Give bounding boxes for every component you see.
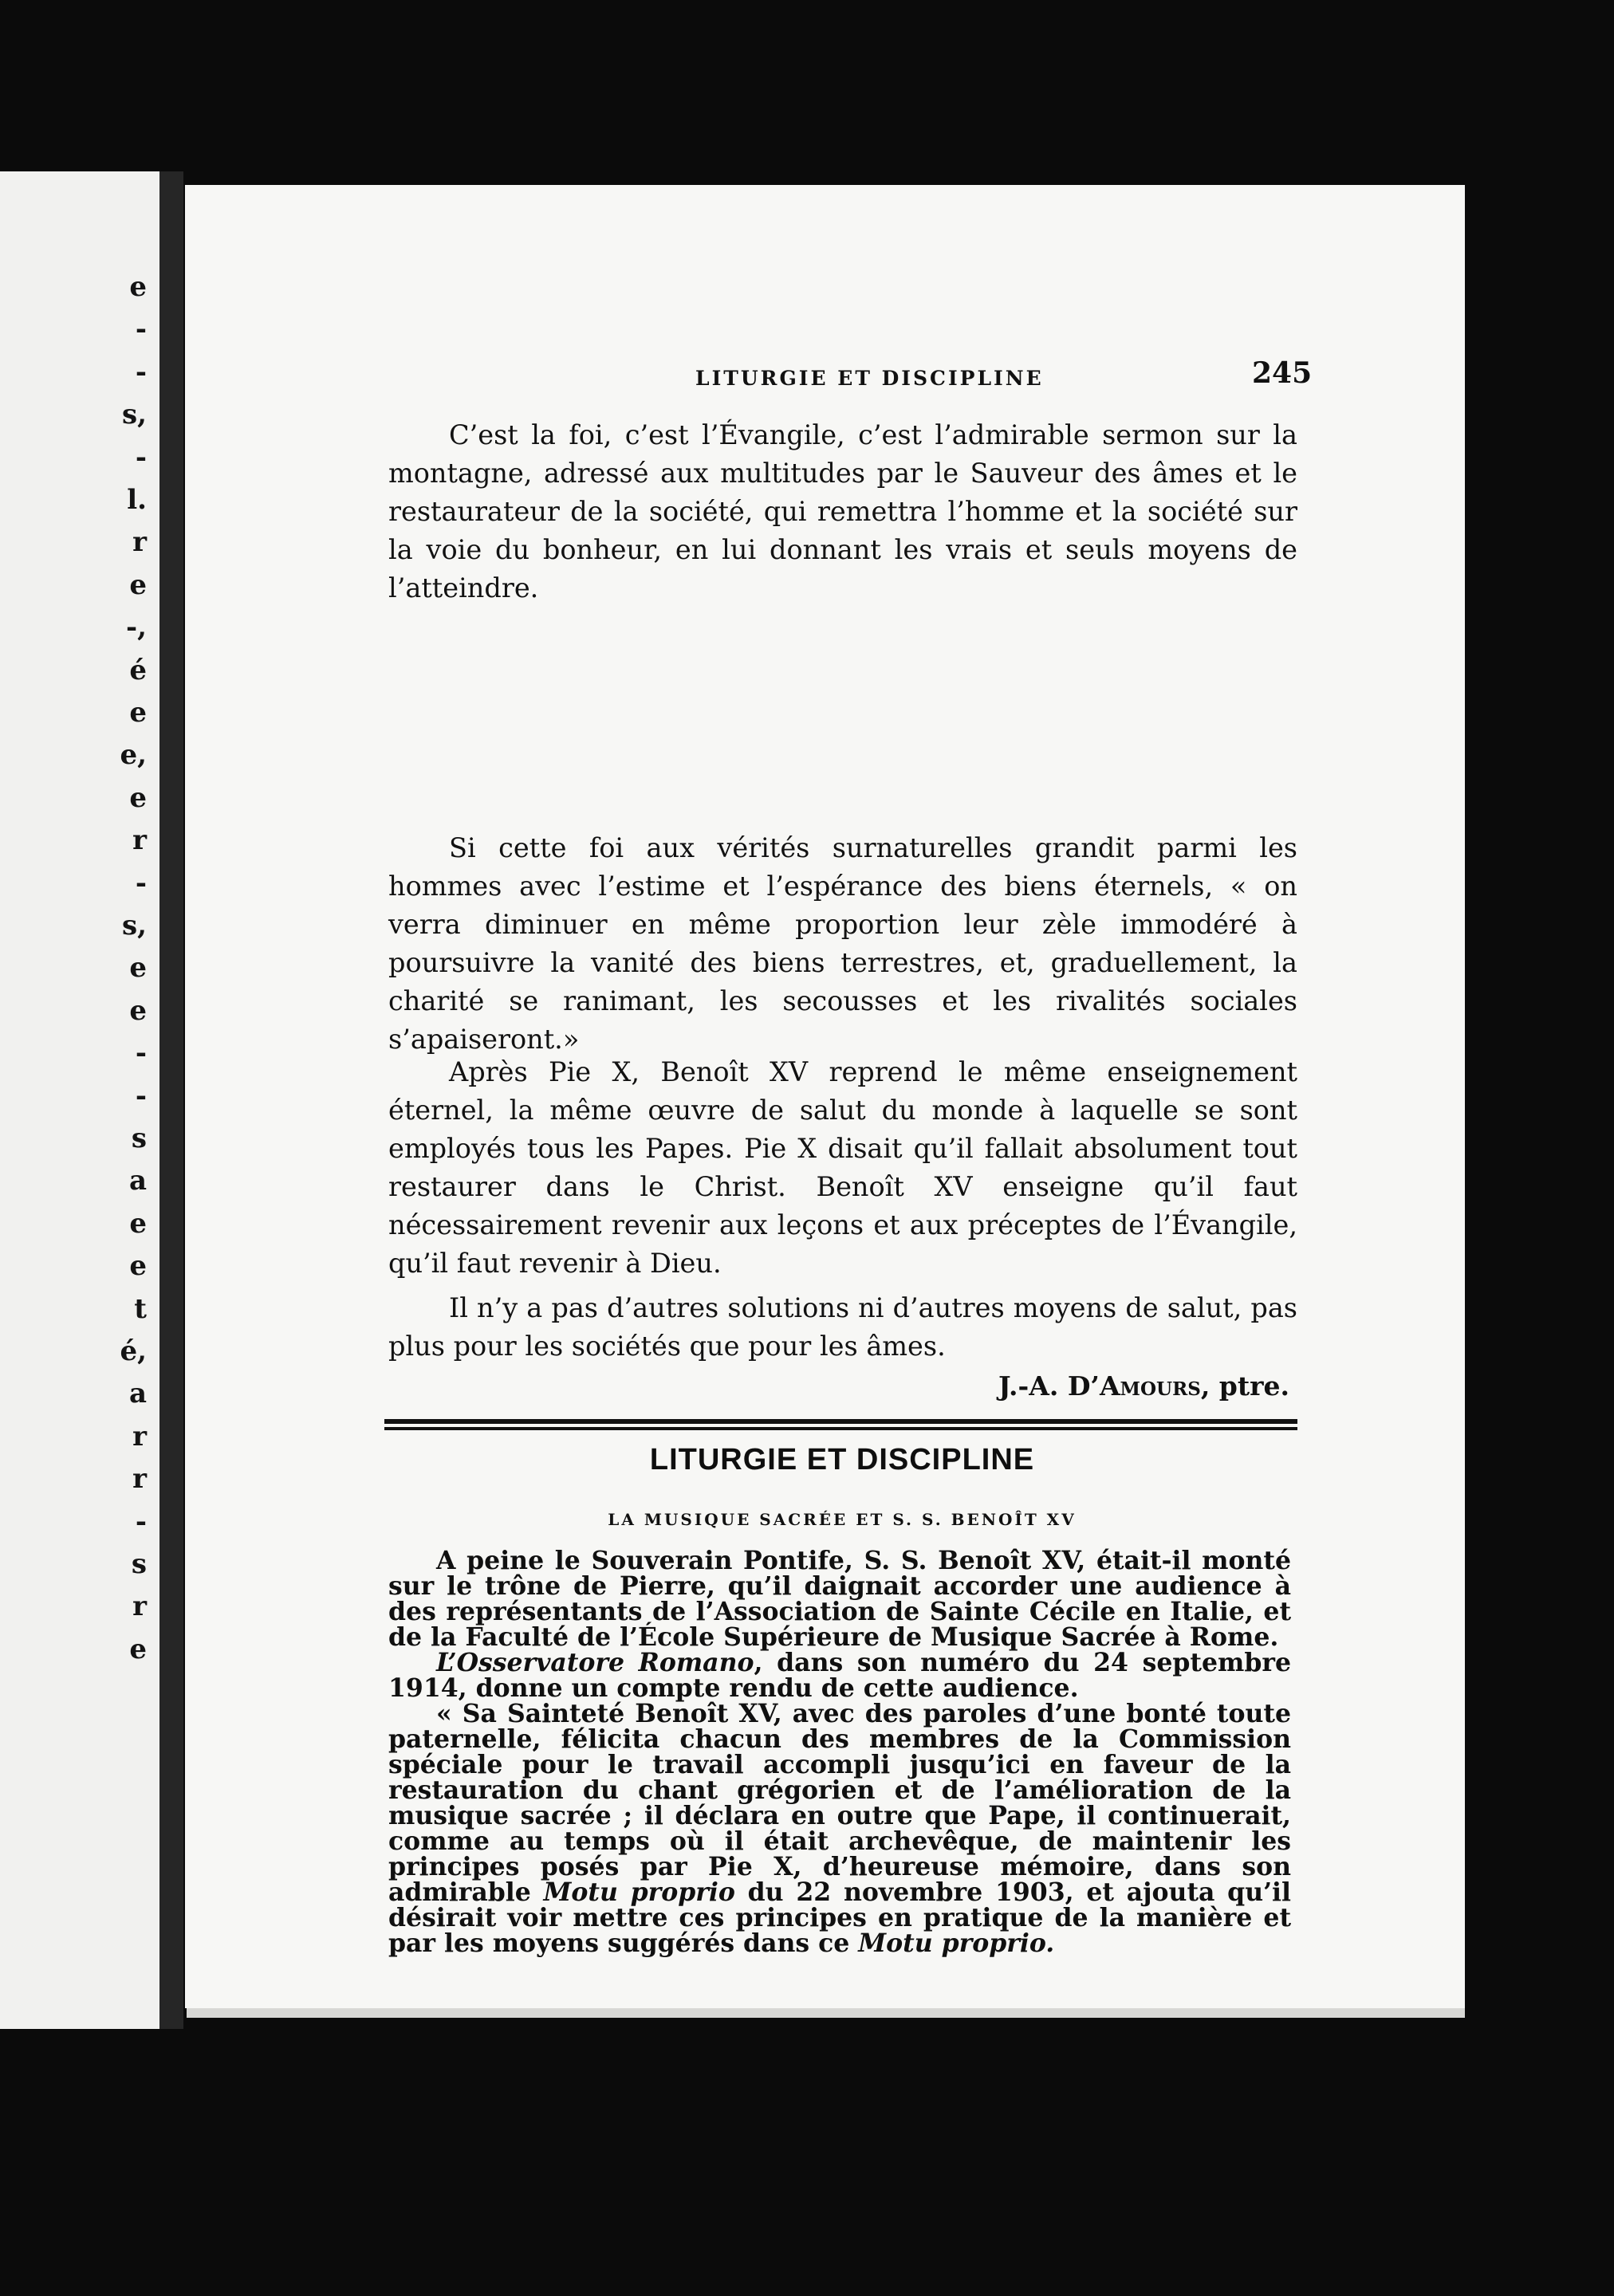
left-page-fragment-char: t [134, 1292, 147, 1325]
section-title: LITURGIE ET DISCIPLINE [649, 1443, 1035, 1476]
left-page-fragment-char: - [135, 313, 147, 346]
page-number: 245 [1252, 356, 1313, 390]
left-page-fragment-char: - [135, 867, 147, 899]
section-subtitle: LA MUSIQUE SACRÉE ET S. S. BENOÎT XV [608, 1510, 1077, 1529]
left-page-fragment-char: s, [122, 399, 147, 431]
left-page-fragment-char: -, [126, 611, 147, 644]
signature-initials: J.-A. D’ [998, 1370, 1100, 1402]
left-page-fragment-char: e [129, 1633, 147, 1665]
paragraph [388, 1289, 1297, 1366]
previous-page-fragment [0, 171, 159, 2029]
left-page-fragment-char: r [132, 1463, 147, 1496]
left-page-fragment-char: r [132, 1590, 147, 1623]
left-page-fragment-char: e [129, 1250, 147, 1283]
paragraph-text: « Sa Sainteté Benoît XV, avec des paroles d’une bonté toute paternelle, félicita chacun des membres de la Commission spéciale pour le travail accompli jusqu’ici en faveur de la restauration du chant grégorien et de l’amélioration de la musique sacrée ; il déclara en outre que Pape, il continuerait, comme au temps où il était archevêque, de maintenir les principes posés par Pie X, d’heureuse mémoire, dans son admirable [388, 1699, 1291, 1907]
left-page-fragment-char: e [129, 952, 147, 985]
paragraph-text: Il n’y a pas d’autres solutions ni d’autres moyens de salut, pas plus pour les sociétés que pour les âmes. [388, 1292, 1297, 1362]
page-edge [187, 2008, 1465, 2018]
left-page-fragment-char: e, [120, 739, 147, 772]
left-page-fragment-char: r [132, 526, 147, 559]
left-page-fragment-char: e [129, 697, 147, 729]
left-page-fragment-char: s [131, 1122, 147, 1154]
page-gutter [159, 171, 183, 2029]
paragraph [388, 416, 1297, 607]
paragraph [388, 1053, 1297, 1283]
left-page-fragment-char: - [135, 356, 147, 388]
running-header: LITURGIE ET DISCIPLINE [695, 367, 1044, 390]
left-page-fragment-char: e [129, 994, 147, 1027]
paragraph [388, 1701, 1291, 1956]
paragraph-text: du 22 novembre 1903, et ajouta qu’il désirait voir mettre ces principes en pratique de la manière et par les moyens suggérés dans ce [388, 1877, 1291, 1958]
paragraph-text: A peine le Souverain Pontife, S. S. Benoît XV, était-il monté sur le trône de Pierre, qu’il daignait accorder une audience à des représentants de l’Association de Sainte Cécile en Italie, et de la Faculté de l’École Supérieure de Musique Sacrée à Rome. [388, 1546, 1291, 1652]
left-page-fragment-char: - [135, 1505, 147, 1538]
paragraph-text: C’est la foi, c’est l’Évangile, c’est l’admirable sermon sur la montagne, adressé aux multitudes par le Sauveur des âmes et le restaurateur de la société, qui remettra l’homme et la société sur la voie du bonheur, en lui donnant les vrais et seuls moyens de l’atteindre. [388, 419, 1297, 603]
left-page-fragment-char: a [128, 1165, 147, 1197]
signature-suffix: , ptre. [1200, 1370, 1289, 1402]
section-divider-rule [384, 1427, 1297, 1430]
left-page-fragment-char: r [132, 1420, 147, 1453]
paragraph [388, 829, 1297, 1059]
paragraph-text: Après Pie X, Benoît XV reprend le même enseignement éternel, la même œuvre de salut du monde à laquelle se sont employés tous les Papes. Pie X disait qu’il fallait absolument tout restaurer dans le Christ. Benoît XV enseigne qu’il faut nécessairement revenir aux leçons et aux préceptes de l’Évangile, qu’il faut revenir à Dieu. [388, 1056, 1297, 1279]
document-title: Motu proprio [543, 1877, 735, 1907]
left-page-fragment-char: e [129, 781, 147, 814]
left-page-fragment-char: l. [127, 484, 147, 516]
paragraph [388, 1650, 1291, 1701]
publication-name: L’Osservatore Romano [436, 1648, 754, 1677]
left-page-fragment-char: é [129, 654, 147, 686]
paragraph-text: , dans son numéro du 24 septembre 1914, donne un compte rendu de cette audience. [388, 1648, 1292, 1703]
document-title: Motu proprio. [858, 1928, 1055, 1958]
left-page-fragment-char: r [132, 824, 147, 857]
left-page-fragment-char: s, [122, 910, 147, 942]
left-page-fragment-char: e [129, 1207, 147, 1240]
page [185, 185, 1465, 2008]
left-page-fragment-char: é, [120, 1335, 147, 1367]
left-page-fragment-char: e [129, 271, 147, 303]
signature-name: Amours [1099, 1370, 1201, 1402]
left-page-fragment-char: - [135, 1037, 147, 1070]
left-page-fragment-char: - [135, 1079, 147, 1112]
left-page-fragment-char: e [129, 568, 147, 601]
left-page-fragment-char: - [135, 441, 147, 474]
paragraph-text: Si cette foi aux vérités surnaturelles grandit parmi les hommes avec l’estime et l’espérance des biens éternels, « on verra diminuer en même proportion leur zèle immodéré à poursuivre la vanité des biens terrestres, et, graduellement, la charité se ranimant, les secousses et les rivalités sociales s’apaiseront.» [388, 832, 1297, 1055]
left-page-fragment-char: s [131, 1548, 147, 1580]
section-body [388, 1548, 1291, 1956]
left-page-fragment-char: a [128, 1378, 147, 1410]
author-signature [388, 1370, 1289, 1402]
section-divider-rule [384, 1419, 1297, 1424]
